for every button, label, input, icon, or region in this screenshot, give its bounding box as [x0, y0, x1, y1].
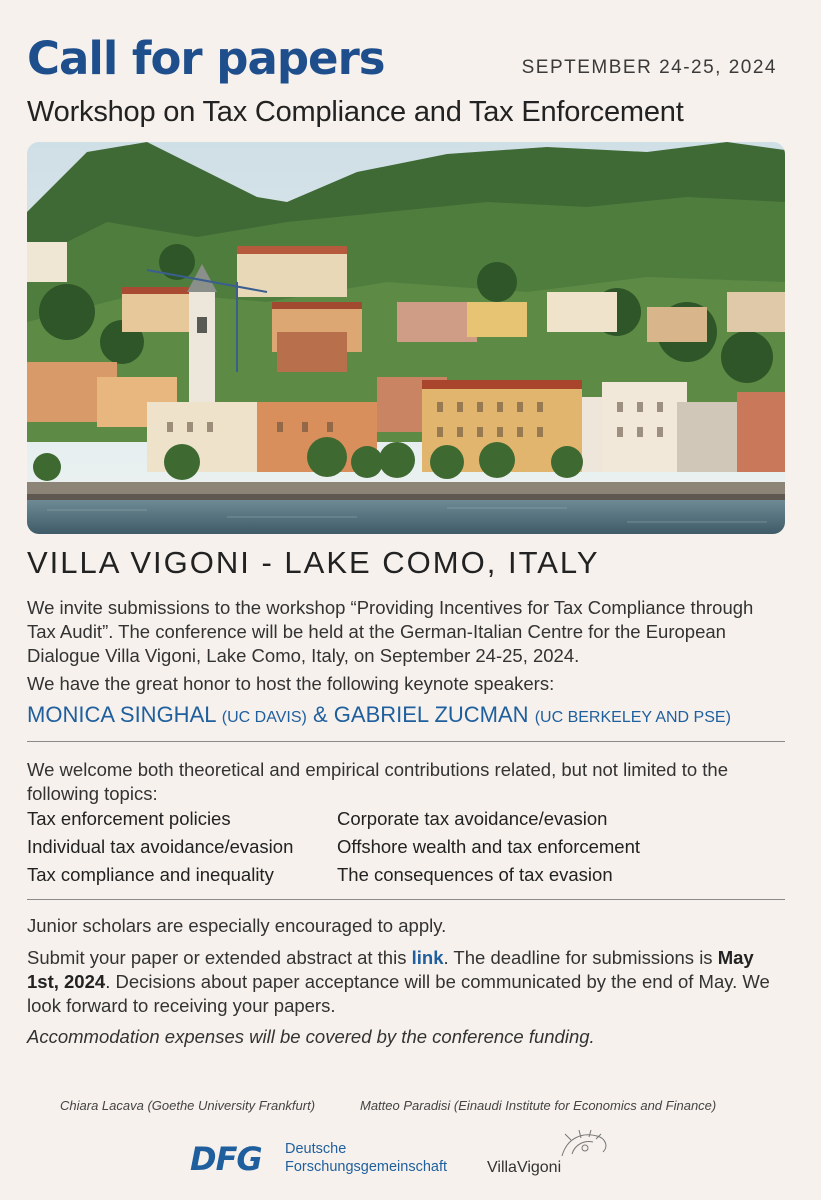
vigoni-emblem-icon: [487, 1128, 617, 1160]
speaker-name: MONICA SINGHAL: [27, 702, 216, 727]
accommodation-note: Accommodation expenses will be covered by the conference funding.: [27, 1026, 595, 1047]
organizer: Chiara Lacava (Goethe University Frankfurt): [60, 1098, 316, 1113]
topic-item: Tax compliance and inequality: [27, 864, 274, 885]
submit-text: Submit your paper or extended abstract at this: [27, 947, 412, 968]
topic-item: The consequences of tax evasion: [337, 864, 613, 885]
speaker-affiliation: (UC DAVIS): [221, 709, 307, 726]
speaker-affiliation: (UC BERKELEY AND PSE): [534, 709, 731, 726]
topic-item: Tax enforcement policies: [27, 808, 231, 829]
topic-item: Corporate tax avoidance/evasion: [337, 808, 608, 829]
submit-text: . Decisions about paper acceptance will be communicated by the end of May. We look forward to receiving your papers.: [27, 971, 770, 1016]
submission-paragraph: [27, 946, 785, 1018]
dfg-logo: DFG: [190, 1140, 262, 1178]
deadline-date: May 1st, 2024: [27, 947, 754, 992]
dfg-name-line: Deutsche: [285, 1141, 347, 1157]
village-illustration: [27, 142, 785, 534]
topic-item: Individual tax avoidance/evasion: [27, 836, 294, 857]
dfg-name-line: Forschungsgemeinschaft: [285, 1159, 447, 1175]
keynote-intro: We have the great honor to host the following keynote speakers:: [27, 673, 555, 694]
speaker-name: GABRIEL ZUCMAN: [333, 702, 529, 727]
junior-note: Junior scholars are especially encouraged to apply.: [27, 915, 447, 936]
dfg-name: [285, 1140, 447, 1176]
intro-paragraph: We invite submissions to the workshop “Providing Incentives for Tax Compliance through Tax Audit”. The conference will be held at the German-Italian Centre for the European Dialogue Villa Vigoni, Lake Como, Italy, on September 24-25, 2024.: [27, 597, 754, 666]
topic-item: Offshore wealth and tax enforcement: [337, 836, 641, 857]
keynote-speakers: [27, 702, 731, 728]
location-heading: VILLA VIGONI - LAKE COMO, ITALY: [27, 545, 600, 580]
workshop-subtitle: Workshop on Tax Compliance and Tax Enforcement: [27, 96, 684, 128]
lake-como-photo: [27, 142, 785, 534]
organizer: Matteo Paradisi (Einaudi Institute for Economics and Finance): [360, 1098, 717, 1113]
topics-intro: We welcome both theoretical and empirical contributions related, but not limited to the following topics:: [27, 759, 728, 804]
villa-vigoni-logo: [487, 1128, 617, 1188]
submission-link[interactable]: link: [411, 947, 444, 968]
vigoni-wordmark: VillaVigoni: [487, 1159, 562, 1176]
divider: [27, 741, 785, 742]
divider: [27, 899, 785, 900]
event-date: SEPTEMBER 24-25, 2024: [521, 57, 777, 78]
submit-text: . The deadline for submissions is: [443, 947, 718, 968]
page-title: Call for papers: [27, 32, 385, 85]
speakers-joiner: &: [312, 702, 328, 727]
